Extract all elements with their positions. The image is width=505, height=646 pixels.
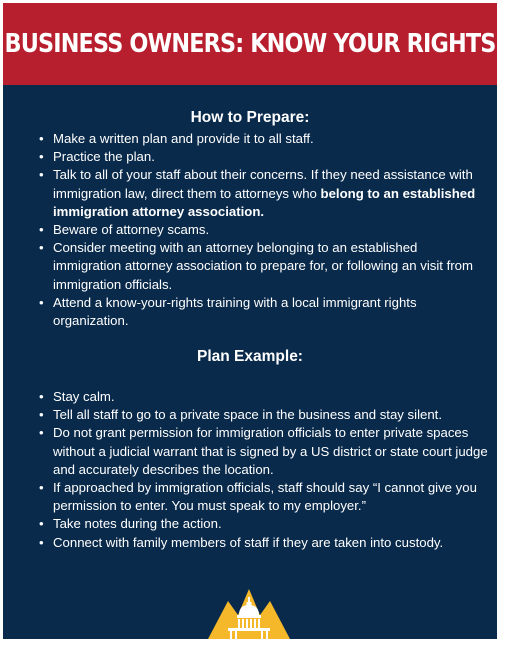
prepare-list — [39, 130, 489, 330]
list-item: • Talk to all of your staff about their concerns. If they need assistance with immigration law, direct them to attorneys who belong to an established immigration attorney association. — [53, 166, 489, 221]
list-item: • Consider meeting with an attorney belonging to an established immigration attorney association to prepare for, or following an visit from immigration officials. — [53, 239, 489, 294]
capitol-dome-icon — [208, 581, 290, 639]
list-item: • Practice the plan. — [53, 148, 489, 166]
list-item: • Attend a know-your-rights training with a local immigrant rights organization. — [53, 294, 489, 330]
page-title: BUSINESS OWNERS: KNOW YOUR RIGHTS — [4, 29, 496, 59]
list-item: • Do not grant permission for immigration officials to enter private spaces without a judicial warrant that is signed by a US district or state court judge and accurately describes the location. — [53, 424, 489, 479]
list-item: • Tell all staff to go to a private space in the business and stay silent. — [53, 406, 489, 424]
list-item: • If approached by immigration officials, staff should say “I cannot give you permission to enter. You must speak to my employer.” — [53, 479, 489, 515]
plan-heading: Plan Example: — [197, 348, 303, 365]
plan-list — [39, 388, 489, 552]
list-item: • Make a written plan and provide it to all staff. — [53, 130, 489, 148]
title-banner — [3, 3, 497, 85]
list-item: • Connect with family members of staff if they are taken into custody. — [53, 534, 489, 552]
prepare-heading: How to Prepare: — [190, 109, 310, 126]
list-item: • Stay calm. — [53, 388, 489, 406]
flyer — [3, 3, 497, 639]
list-item: • Beware of attorney scams. — [53, 221, 489, 239]
bold-text: belong to an established immigration attorney association. — [53, 185, 476, 219]
list-item: • Take notes during the action. — [53, 515, 489, 533]
